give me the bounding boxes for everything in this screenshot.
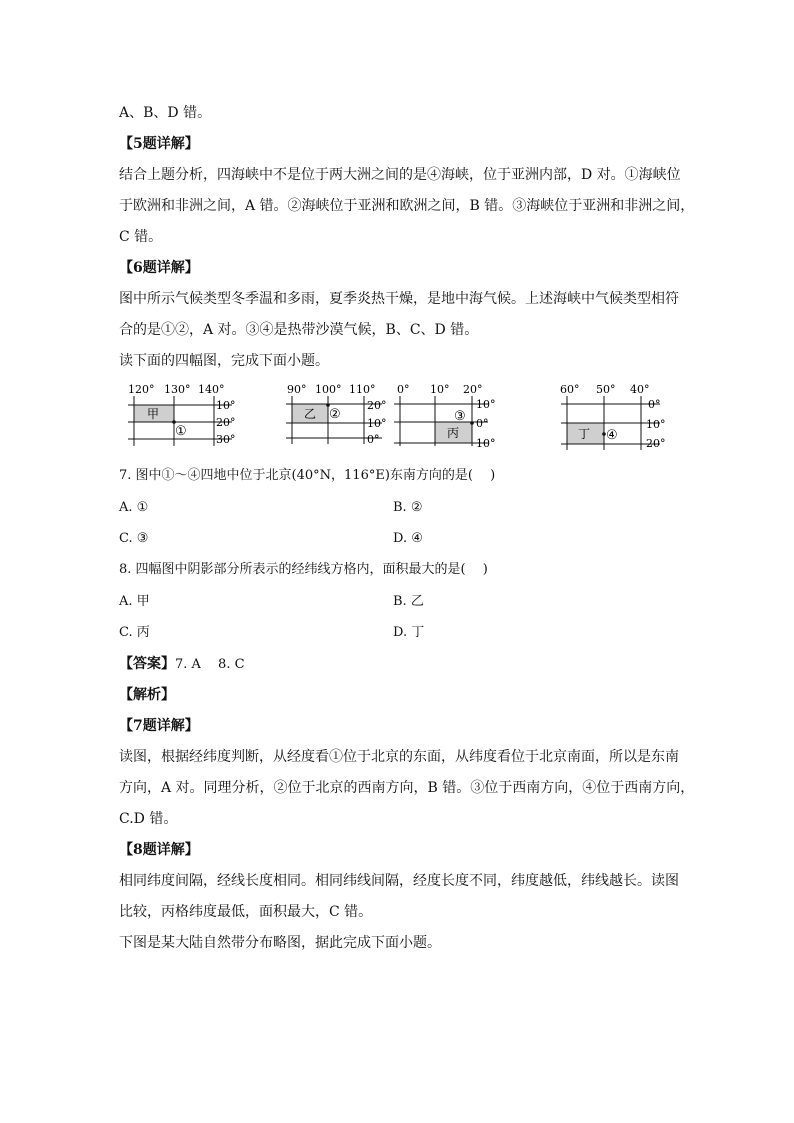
map-yi-top-label: 90° [287,383,307,396]
map-ding-point-label: ④ [606,428,618,443]
map-jia-side-label: 10° [216,399,236,412]
map-bing-shaded-label: 丙 [447,426,460,440]
map-yi-side-label: 0° [367,433,380,446]
section-heading-q5: 【5题详解】 [119,136,199,152]
map-yi-point-label: ② [329,407,341,422]
question-8-option-b: B. 乙 [393,594,424,609]
section-heading-q8: 【8题详解】 [119,842,199,858]
map-yi-top-label: 110° [349,383,376,396]
question-7-option-c: C. ③ [119,531,149,546]
text-line: 方向，A 对。同理分析，②位于北京的西南方向，B 错。③位于西南方向，④位于西南方向， [119,780,695,796]
text-line: 下图是某大陆自然带分布略图，据此完成下面小题。 [119,935,441,951]
map-yi-side-label: 20° [367,399,387,412]
text-line: 合的是①②，A 对。③④是热带沙漠气候，B、C、D 错。 [119,322,479,338]
map-jia-side-label: 30° [216,433,236,446]
map-bing-top-label: 0° [397,383,410,396]
question-8-option-a: A. 甲 [119,594,150,609]
map-yi-top-label: 100° [315,383,342,396]
map-ding-top-label: 60° [560,383,580,396]
map-jia [128,383,236,446]
map-ding-top-label: 40° [630,383,650,396]
section-heading-q7: 【7题详解】 [119,718,199,734]
map-bing-side-label: 0° [476,417,489,430]
map-ding-side-label: 10° [646,418,666,431]
text-line: C.D 错。 [119,811,178,827]
question-7-stem: 7. 图中①～④四地中位于北京(40°N，116°E)东南方向的是( ) [119,468,496,483]
map-bing-top-label: 20° [463,383,483,396]
question-7-option-b: B. ② [393,500,423,515]
text-line: 读下面的四幅图，完成下面小题。 [119,353,329,369]
map-jia-top-label: 120° [128,383,155,396]
answer-tag: 【答案】 [119,656,175,672]
map-jia-top-label: 130° [164,383,191,396]
map-bing [394,383,496,450]
map-ding-shaded-label: 丁 [578,427,591,441]
question-7-option-d: D. ④ [393,531,423,546]
map-yi-shaded-label: 乙 [304,407,317,421]
answer-line [119,656,245,673]
map-bing-side-label: 10° [476,398,496,411]
map-ding-top-label: 50° [596,383,616,396]
map-yi-side-label: 10° [367,417,387,430]
question-7-option-a: A. ① [119,500,149,515]
map-ding [560,383,666,450]
map-bing-side-label: 10° [476,437,496,450]
map-bing-point-label: ③ [454,409,466,424]
map-jia-shaded-label: 甲 [147,407,160,421]
map-jia-top-label: 140° [198,383,225,396]
text-line: 相同纬度间隔，经线长度相同。相同纬线间隔，经度长度不同，纬度越低，纬线越长。读图 [119,873,679,889]
text-line: 比较，丙格纬度最低，面积最大，C 错。 [119,904,373,920]
map-ding-side-label: 0° [648,398,661,411]
analysis-heading: 【解析】 [119,687,175,703]
section-heading-q6: 【6题详解】 [119,260,199,276]
text-line: 读图，根据经纬度判断，从经度看①位于北京的东面，从纬度看位于北京南面，所以是东南 [119,749,679,765]
text-line: 图中所示气候类型冬季温和多雨，夏季炎热干燥，是地中海气候。上述海峡中气候类型相符 [119,291,679,307]
text-line: 结合上题分析，四海峡中不是位于两大洲之间的是④海峡，位于亚洲内部，D 对。①海峡位 [119,167,681,183]
question-8-option-d: D. 丁 [393,625,425,640]
question-8-stem: 8. 四幅图中阴影部分所表示的经纬线方格内，面积最大的是( ) [119,562,488,577]
text-line: C 错。 [119,229,163,245]
map-ding-side-label: 20° [646,437,666,450]
map-jia-side-label: 20° [216,416,236,429]
answer-text: 7. A 8. C [175,657,245,672]
map-jia-point-label: ① [175,424,187,439]
map-bing-top-label: 10° [430,383,450,396]
lat-lon-grid-figure [120,380,680,452]
text-line: A、B、D 错。 [119,105,212,121]
text-line: 于欧洲和非洲之间，A 错。②海峡位于亚洲和欧洲之间，B 错。③海峡位于亚洲和非洲之间， [119,198,695,214]
question-8-option-c: C. 丙 [119,625,150,640]
map-yi [286,383,387,446]
